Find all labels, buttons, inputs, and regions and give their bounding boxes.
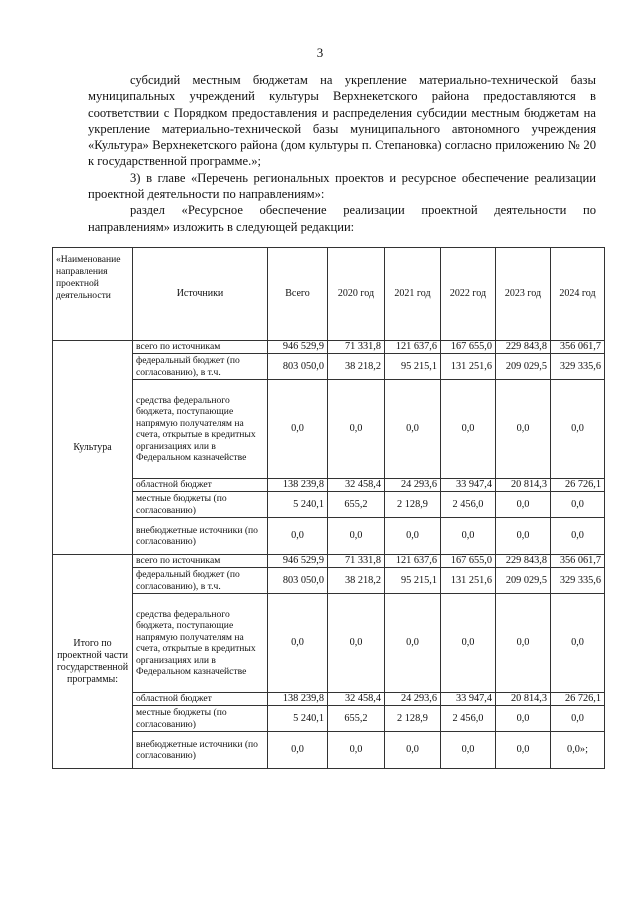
value-year: 121 637,6 <box>385 555 441 568</box>
table-row <box>53 594 605 693</box>
value-year: 24 293,6 <box>385 479 441 492</box>
header-year: 2022 год <box>441 248 496 341</box>
value-total: 5 240,1 <box>268 492 328 518</box>
table-row <box>53 518 605 555</box>
value-total: 5 240,1 <box>268 706 328 732</box>
page-number: 3 <box>316 45 324 60</box>
value-total: 0,0 <box>268 380 328 479</box>
value-year: 0,0 <box>441 380 496 479</box>
resource-table <box>52 247 605 769</box>
value-year: 33 947,4 <box>441 693 496 706</box>
value-year: 0,0 <box>551 594 605 693</box>
value-year: 0,0 <box>441 732 496 769</box>
table-header-row <box>53 248 605 341</box>
header-direction: «Наименование направления проектной деятельности <box>53 248 133 341</box>
value-year: 0,0 <box>328 380 385 479</box>
value-total: 138 239,8 <box>268 479 328 492</box>
value-year: 24 293,6 <box>385 693 441 706</box>
direction-name: Итого по проектной части государственной программы: <box>53 555 133 769</box>
table-row <box>53 492 605 518</box>
value-year: 71 331,8 <box>328 555 385 568</box>
value-total: 0,0 <box>268 594 328 693</box>
value-year: 0,0 <box>328 518 385 555</box>
value-year: 0,0 <box>441 594 496 693</box>
value-year: 26 726,1 <box>551 479 605 492</box>
value-year: 2 128,9 <box>385 492 441 518</box>
value-year: 655,2 <box>328 492 385 518</box>
value-year: 356 061,7 <box>551 341 605 354</box>
value-year: 95 215,1 <box>385 568 441 594</box>
table-row <box>53 479 605 492</box>
value-year: 209 029,5 <box>496 568 551 594</box>
source-name: областной бюджет <box>133 479 268 492</box>
value-year: 0,0 <box>496 518 551 555</box>
header-year: 2020 год <box>328 248 385 341</box>
value-year: 38 218,2 <box>328 354 385 380</box>
header-total: Всего <box>268 248 328 341</box>
value-total: 0,0 <box>268 732 328 769</box>
value-total: 946 529,9 <box>268 341 328 354</box>
header-year: 2021 год <box>385 248 441 341</box>
value-year: 0,0 <box>496 492 551 518</box>
value-year: 2 456,0 <box>441 492 496 518</box>
value-year: 0,0 <box>441 518 496 555</box>
value-year: 0,0 <box>385 518 441 555</box>
table-row <box>53 380 605 479</box>
source-name: внебюджетные источники (по согласованию) <box>133 732 268 769</box>
value-year: 33 947,4 <box>441 479 496 492</box>
direction-name: Культура <box>53 341 133 555</box>
value-year: 38 218,2 <box>328 568 385 594</box>
source-name: внебюджетные источники (по согласованию) <box>133 518 268 555</box>
value-year: 71 331,8 <box>328 341 385 354</box>
value-year: 20 814,3 <box>496 479 551 492</box>
value-year: 655,2 <box>328 706 385 732</box>
source-name: местные бюджеты (по согласованию) <box>133 492 268 518</box>
value-year: 95 215,1 <box>385 354 441 380</box>
value-total: 138 239,8 <box>268 693 328 706</box>
value-total: 946 529,9 <box>268 555 328 568</box>
value-year: 26 726,1 <box>551 693 605 706</box>
value-year: 121 637,6 <box>385 341 441 354</box>
value-year: 229 843,8 <box>496 555 551 568</box>
source-name: местные бюджеты (по согласованию) <box>133 706 268 732</box>
value-total: 0,0 <box>268 518 328 555</box>
value-year: 0,0 <box>385 732 441 769</box>
value-year: 0,0 <box>496 706 551 732</box>
source-name: федеральный бюджет (по согласованию), в т.ч. <box>133 354 268 380</box>
value-year: 229 843,8 <box>496 341 551 354</box>
table-row <box>53 706 605 732</box>
value-year: 2 456,0 <box>441 706 496 732</box>
value-year: 2 128,9 <box>385 706 441 732</box>
table-row <box>53 341 605 354</box>
value-year: 0,0 <box>496 594 551 693</box>
paragraph: раздел «Ресурсное обеспечение реализации проектной деятельности по направлениям» изложить в следующей редакции: <box>88 203 596 234</box>
value-year: 0,0 <box>551 380 605 479</box>
value-year: 0,0 <box>551 706 605 732</box>
value-year: 0,0 <box>496 380 551 479</box>
table-row <box>53 568 605 594</box>
table-row <box>53 354 605 380</box>
value-year: 329 335,6 <box>551 354 605 380</box>
header-year: 2023 год <box>496 248 551 341</box>
value-year: 167 655,0 <box>441 555 496 568</box>
value-year: 356 061,7 <box>551 555 605 568</box>
source-name: всего по источникам <box>133 341 268 354</box>
value-year: 209 029,5 <box>496 354 551 380</box>
value-year: 0,0 <box>496 732 551 769</box>
table-row <box>53 693 605 706</box>
value-total: 803 050,0 <box>268 354 328 380</box>
value-year: 0,0 <box>385 380 441 479</box>
source-name: областной бюджет <box>133 693 268 706</box>
value-year: 0,0 <box>385 594 441 693</box>
value-year: 20 814,3 <box>496 693 551 706</box>
source-name: всего по источникам <box>133 555 268 568</box>
value-year: 32 458,4 <box>328 693 385 706</box>
table-row <box>53 555 605 568</box>
value-year: 131 251,6 <box>441 354 496 380</box>
value-year: 0,0 <box>328 594 385 693</box>
paragraph: субсидий местным бюджетам на укрепление материально-технической базы муниципальных учреждений культуры Верхнекетского района предоставляются в соответствии с Порядком предоставления и распределения субсидии местным бюджетам на укрепление материально-технической базы муниципального автономного учреждения «Культура» Верхнекетского района (дом культуры п. Степановка) согласно приложению № 20 к государственной программе.»; <box>88 73 596 169</box>
value-year: 0,0 <box>551 492 605 518</box>
value-year: 32 458,4 <box>328 479 385 492</box>
table-row <box>53 732 605 769</box>
header-year: 2024 год <box>551 248 605 341</box>
source-name: средства федерального бюджета, поступающие напрямую получателям на счета, открытые в кредитных организациях или в Федеральном казначействе <box>133 380 268 479</box>
paragraph: 3) в главе «Перечень региональных проектов и ресурсное обеспечение реализации проектной деятельности по направлениям»: <box>88 170 596 202</box>
source-name: федеральный бюджет (по согласованию), в т.ч. <box>133 568 268 594</box>
value-year: 329 335,6 <box>551 568 605 594</box>
value-year: 0,0 <box>328 732 385 769</box>
body-text <box>88 72 596 235</box>
header-sources: Источники <box>133 248 268 341</box>
value-total: 803 050,0 <box>268 568 328 594</box>
source-name: средства федерального бюджета, поступающие напрямую получателям на счета, открытые в кредитных организациях или в Федеральном казначействе <box>133 594 268 693</box>
value-year: 0,0 <box>551 518 605 555</box>
value-year: 167 655,0 <box>441 341 496 354</box>
value-year: 0,0»; <box>551 732 605 769</box>
value-year: 131 251,6 <box>441 568 496 594</box>
